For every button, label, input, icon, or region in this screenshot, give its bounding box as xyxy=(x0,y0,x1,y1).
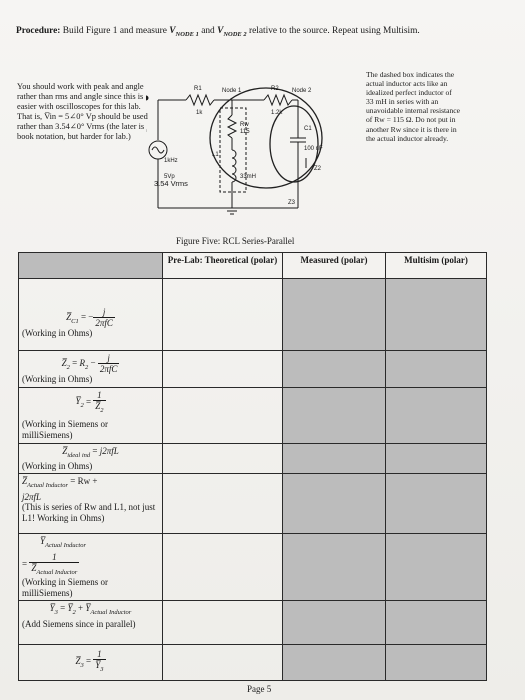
z3-formula: $Z̅_3$ = $\frac{1}{Y̅_3}$ xyxy=(75,649,104,674)
svg-text:Z2: Z2 xyxy=(314,166,322,172)
y-actual-inductor-formula: $Y̅_{Actual Inductor}$ = $\frac{1}{Z̅_{Actual Inductor}}$ xyxy=(22,536,86,576)
table-row xyxy=(19,645,487,681)
r1-resistor xyxy=(186,95,214,105)
zc1-formula: $Z̅_{C1}$ = − $\frac{j}{\text{2πfC}}$ xyxy=(66,307,113,328)
table-header-row xyxy=(19,253,487,279)
circuit-diagram xyxy=(146,80,371,230)
svg-text:100 nF: 100 nF xyxy=(304,146,323,152)
svg-text:L1: L1 xyxy=(212,152,219,158)
cell-measured xyxy=(283,443,386,474)
y3-formula: $Y̅_3$ = $Y̅_2$ + $Y̅_{Actual Inductor}$ xyxy=(49,603,132,617)
svg-text:33mH: 33mH xyxy=(240,174,257,180)
cell-multisim xyxy=(386,279,487,351)
svg-text:Node 2: Node 2 xyxy=(292,88,312,94)
table-row: $Y̅_2$ = $\frac{1}{Z̅_2}$ (Working in Siemens or milliSiemens) xyxy=(19,387,487,443)
cell-theoretical[interactable] xyxy=(163,474,283,534)
svg-text:Rw: Rw xyxy=(240,122,249,128)
cell-theoretical[interactable] xyxy=(163,601,283,645)
svg-text:1k: 1k xyxy=(196,110,203,116)
svg-text:Node 1: Node 1 xyxy=(222,88,242,94)
cell-multisim xyxy=(386,601,487,645)
z-ideal-ind-formula: $Z̅_{ideal ind} = j2\pi fL$ xyxy=(62,445,119,459)
header-measured: Measured (polar) xyxy=(283,253,386,279)
cell-theoretical[interactable] xyxy=(163,279,283,351)
header-multisim: Multisim (polar) xyxy=(386,253,487,279)
svg-text:Vin xyxy=(146,128,147,134)
left-note: You should work with peak and angle rather than rms and angle since this is easier with oscilloscopes for this lab. That is, V̅in = 5∠0° Vp should be used rather than 3.54∠0° Vrms (the later is book notation, but harder for lab.) xyxy=(17,82,148,141)
hand-circle-z2 xyxy=(270,106,318,182)
cell-measured xyxy=(283,474,386,534)
svg-text:R1: R1 xyxy=(194,86,202,92)
procedure-text: Procedure: Build Figure 1 and measure $V_{NODE 1}$ and $V_{NODE 2}$ relative to the source. Repeat using Multisim. xyxy=(16,26,420,38)
cell-theoretical[interactable] xyxy=(163,645,283,681)
table-row: $Y̅_{Actual Inductor}$ = $\frac{1}{Z̅_{Actual Inductor}}$ (Working in Siemens or milliSiemens) xyxy=(19,534,487,601)
svg-text:C1: C1 xyxy=(304,126,312,132)
figure-caption: Figure Five: RCL Series-Parallel xyxy=(176,236,295,246)
cell-theoretical[interactable] xyxy=(163,351,283,388)
cell-measured xyxy=(283,645,386,681)
svg-text:1kHz: 1kHz xyxy=(164,158,178,164)
svg-text:5Vp: 5Vp xyxy=(164,174,175,180)
table-row: $Z̅_{ideal ind} = j2\pi fL$ (Working in Ohms) xyxy=(19,443,487,474)
cell-multisim xyxy=(386,474,487,534)
svg-text:R2: R2 xyxy=(271,86,279,92)
z-actual-inductor-formula: $Z̅_{Actual Inductor} = Rw$ + j2πfL xyxy=(22,476,98,502)
y2-formula: $Y̅_2$ = $\frac{1}{Z̅_2}$ xyxy=(75,389,104,414)
cell-theoretical[interactable] xyxy=(163,387,283,443)
l1-inductor xyxy=(232,150,236,182)
cell-measured xyxy=(283,387,386,443)
cell-measured xyxy=(283,534,386,601)
node3-dot xyxy=(146,96,149,101)
z2-formula: $Z̅_2 = R_2$ − $\frac{j}{\text{2πfC}}$ xyxy=(61,353,118,374)
table-row: $Z̅_2 = R_2$ − $\frac{j}{\text{2πfC}}$ (Working in Ohms) xyxy=(19,351,487,388)
svg-text:1.2k: 1.2k xyxy=(271,110,283,116)
cell-multisim xyxy=(386,534,487,601)
table-row: $Z̅_{Actual Inductor} = Rw$ + j2πfL (This is series of Rw and L1, not just L1! Working in Ohms) xyxy=(19,474,487,534)
header-theoretical: Pre-Lab: Theoretical (polar) xyxy=(163,253,283,279)
cell-measured xyxy=(283,279,386,351)
cell-measured xyxy=(283,351,386,388)
r2-resistor xyxy=(264,95,292,105)
page-number: Page 5 xyxy=(247,684,272,694)
table-row: $Z̅_{C1}$ = − $\frac{j}{\text{2πfC}}$ (Working in Ohms) xyxy=(19,279,487,351)
cell-multisim xyxy=(386,387,487,443)
table-row: $Y̅_3$ = $Y̅_2$ + $Y̅_{Actual Inductor}$ (Add Siemens since in parallel) xyxy=(19,601,487,645)
rw-resistor xyxy=(228,115,236,138)
svg-text:3.54 Vrms: 3.54 Vrms xyxy=(154,179,188,188)
svg-text:115: 115 xyxy=(240,129,250,135)
cell-measured xyxy=(283,601,386,645)
cell-multisim xyxy=(386,351,487,388)
cell-theoretical[interactable] xyxy=(163,534,283,601)
results-table xyxy=(18,252,487,681)
cell-multisim xyxy=(386,645,487,681)
right-note: The dashed box indicates the actual inductor acts like an idealized perfect inductor of 33 mH in series with an unavoidable internal resistance of Rw = 115 Ω. Do not put in another Rw since it is there in the actual inductor already. xyxy=(366,70,461,143)
svg-text:Z3: Z3 xyxy=(288,200,296,206)
cell-theoretical[interactable] xyxy=(163,443,283,474)
cell-multisim xyxy=(386,443,487,474)
